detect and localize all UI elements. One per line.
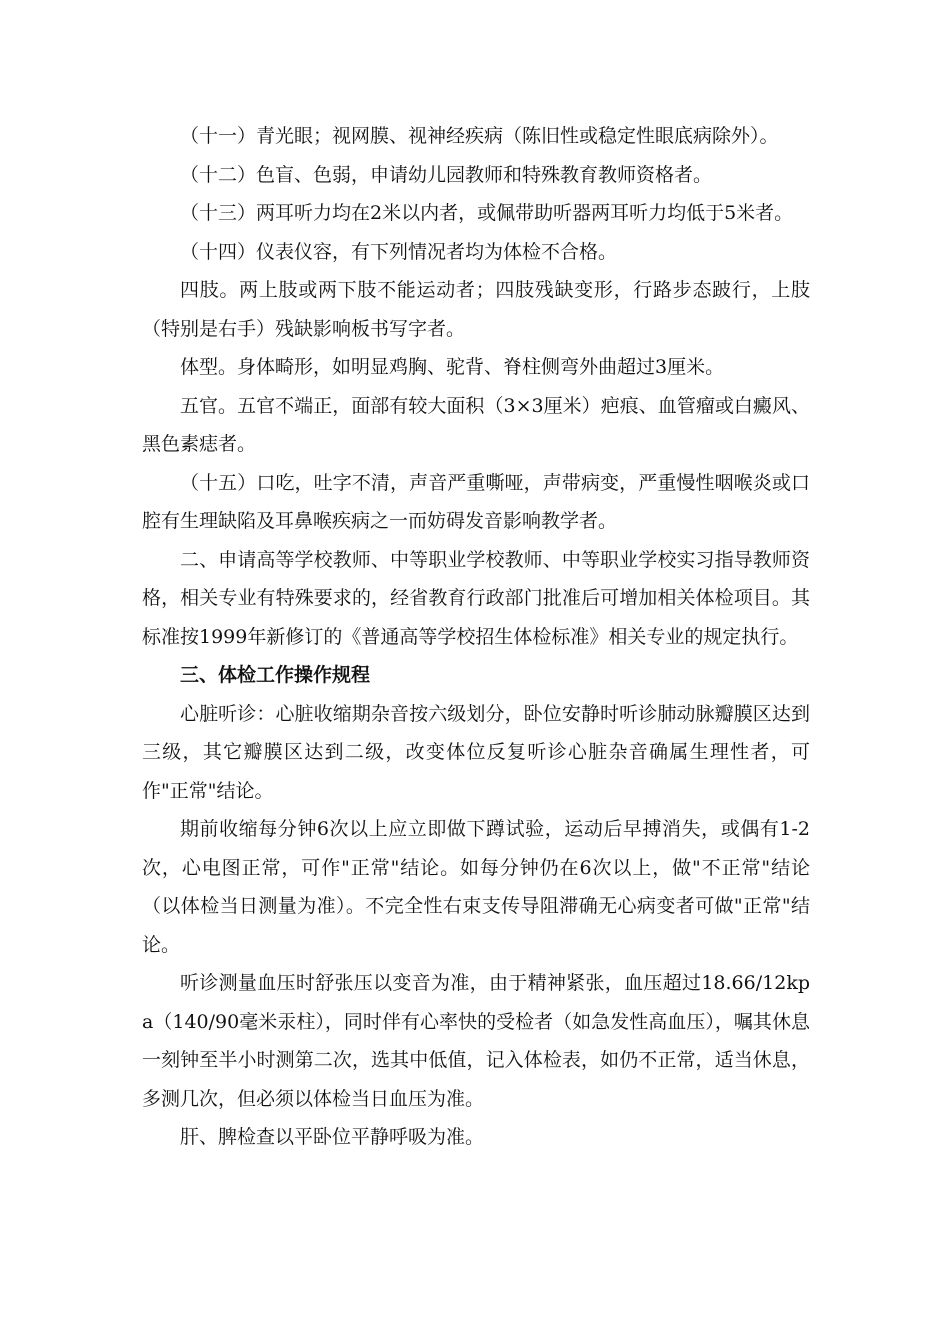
- paragraph-item-13: （十三）两耳听力均在2米以内者，或佩带助听器两耳听力均低于5米者。: [180, 202, 794, 224]
- paragraph-blood-pressure: 听诊测量血压时舒张压以变音为准，由于精神紧张，血压超过18.66/12kpa（140/90毫米汞柱），同时伴有心率快的受检者（如急发性高血压），嘱其休息一刻钟至半小时测第二次，选其中低值，记入体检表，如仍不正常，适当休息，多测几次，但必须以体检当日血压为准。: [142, 972, 810, 1110]
- paragraph-body-shape: 体型。身体畸形，如明显鸡胸、驼背、脊柱侧弯外曲超过3厘米。: [180, 356, 725, 378]
- paragraph-limbs: 四肢。两上肢或两下肢不能运动者；四肢残缺变形，行路步态跛行，上肢（特别是右手）残缺影响板书写字者。: [142, 279, 810, 340]
- paragraph-premature-contraction: 期前收缩每分钟6次以上应立即做下蹲试验，运动后早搏消失，或偶有1-2次，心电图正常，可作"正常"结论。如每分钟仍在6次以上，做"不正常"结论（以体检当日测量为准）。不完全性右束支传导阻滞确无心病变者可做"正常"结论。: [142, 818, 810, 956]
- paragraph-item-15: （十五）口吃，吐字不清，声音严重嘶哑，声带病变，严重慢性咽喉炎或口腔有生理缺陷及耳鼻喉疾病之一而妨碍发音影响教学者。: [142, 471, 810, 532]
- paragraph-facial-features: 五官。五官不端正，面部有较大面积（3×3厘米）疤痕、血管瘤或白癜风、黑色素痣者。: [142, 394, 810, 455]
- paragraph-item-11: （十一）青光眼；视网膜、视神经疾病（陈旧性或稳定性眼底病除外）。: [180, 125, 779, 147]
- paragraph-section-2: 二、申请高等学校教师、中等职业学校教师、中等职业学校实习指导教师资格，相关专业有特殊要求的，经省教育行政部门批准后可增加相关体检项目。其标准按1999年新修订的《普通高等学校招生体检标准》相关专业的规定执行。: [142, 548, 810, 648]
- paragraph-item-12: （十二）色盲、色弱，申请幼儿园教师和特殊教育教师资格者。: [180, 163, 713, 186]
- paragraph-item-14: （十四）仪表仪容，有下列情况者均为体检不合格。: [180, 240, 618, 263]
- section-heading-3: 三、体检工作操作规程: [180, 664, 371, 686]
- document-body: [142, 117, 810, 1157]
- paragraph-heart-auscultation: 心脏听诊：心脏收缩期杂音按六级划分，卧位安静时听诊肺动脉瓣膜区达到三级，其它瓣膜区达到二级，改变体位反复听诊心脏杂音确属生理性者，可作"正常"结论。: [142, 702, 810, 802]
- paragraph-liver-spleen: 肝、脾检查以平卧位平静呼吸为准。: [180, 1126, 485, 1148]
